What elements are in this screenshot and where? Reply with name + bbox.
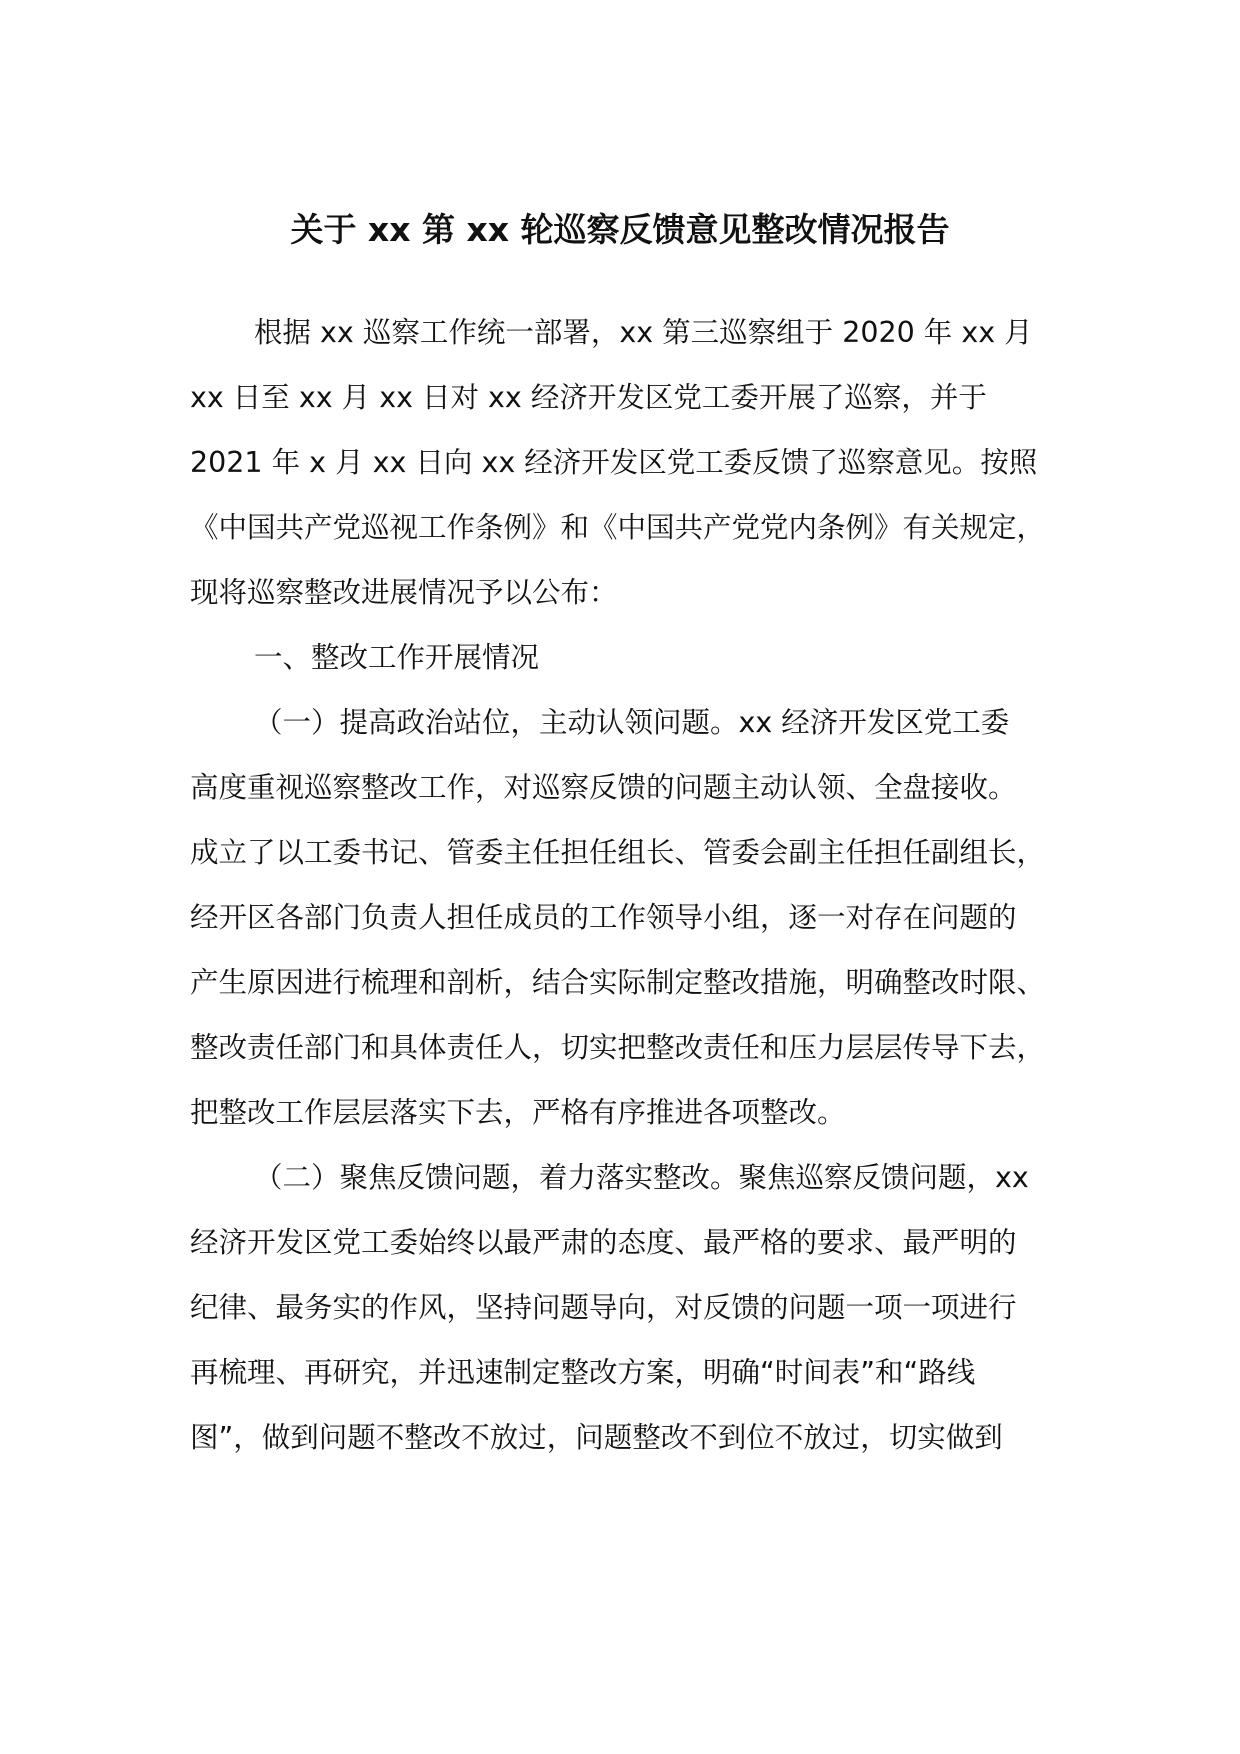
body-line: 整改责任部门和具体责任人，切实把整改责任和压力层层传导下去， xyxy=(190,1031,1046,1064)
body-line: 经开区各部门负责人担任成员的工作领导小组，逐一对存在问题的 xyxy=(190,901,1017,934)
body-line: 把整改工作层层落实下去，严格有序推进各项整改。 xyxy=(190,1096,846,1129)
body-line: 纪律、最务实的作风，坚持问题导向，对反馈的问题一项一项进行 xyxy=(190,1291,1017,1324)
body-line: 《中国共产党巡视工作条例》和《中国共产党党内条例》有关规定， xyxy=(190,511,1046,544)
body-line: 产生原因进行梳理和剖析，结合实际制定整改措施，明确整改时限、 xyxy=(190,966,1046,999)
body-line: 成立了以工委书记、管委主任担任组长、管委会副主任担任副组长， xyxy=(190,836,1046,869)
body-line: 根据 xx 巡察工作统一部署，xx 第三巡察组于 2020 年 xx 月 xyxy=(254,316,1033,349)
body-line: 经济开发区党工委始终以最严肃的态度、最严格的要求、最严明的 xyxy=(190,1226,1017,1259)
body-line: 高度重视巡察整改工作，对巡察反馈的问题主动认领、全盘接收。 xyxy=(190,771,1017,804)
body-line: 现将巡察整改进展情况予以公布： xyxy=(190,576,618,609)
body-line: （二）聚焦反馈问题，着力落实整改。聚焦巡察反馈问题，xx xyxy=(254,1161,1029,1194)
body-line: xx 日至 xx 月 xx 日对 xx 经济开发区党工委开展了巡察，并于 xyxy=(190,381,987,414)
body-line: 再梳理、再研究，并迅速制定整改方案，明确“时间表”和“路线 xyxy=(190,1356,976,1389)
document-title: 关于 xx 第 xx 轮巡察反馈意见整改情况报告 xyxy=(290,210,950,249)
body-line: （一）提高政治站位，主动认领问题。xx 经济开发区党工委 xyxy=(254,706,1010,739)
document-body xyxy=(190,300,1070,1470)
body-line: 2021 年 x 月 xx 日向 xx 经济开发区党工委反馈了巡察意见。按照 xyxy=(190,446,1038,479)
section-heading: 一、整改工作开展情况 xyxy=(254,641,540,674)
body-line: 图”，做到问题不整改不放过，问题整改不到位不放过，切实做到 xyxy=(190,1421,1003,1454)
